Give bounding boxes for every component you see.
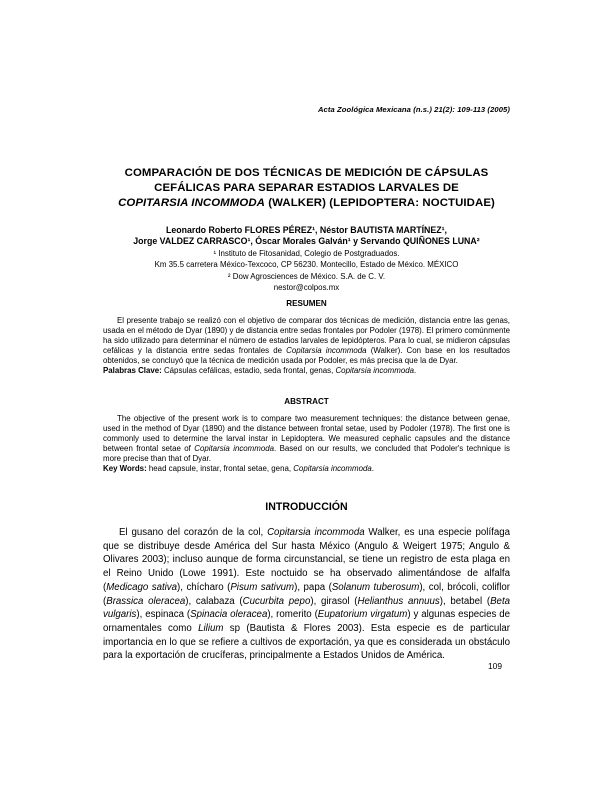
journal-running-head: Acta Zoológica Mexicana (n.s.) 21(2): 109-113 (2005) bbox=[317, 105, 510, 114]
page-number: 109 bbox=[488, 661, 502, 671]
abstract-section bbox=[103, 397, 510, 473]
resumen-section bbox=[103, 299, 510, 375]
resumen-keywords: Palabras Clave: Cápsulas cefálicas, estadio, seda frontal, genas, Copitarsia incommoda. bbox=[103, 365, 417, 375]
authors-line-1: Leonardo Roberto FLORES PÉREZ¹, Néstor BAUTISTA MARTÍNEZ¹, bbox=[165, 225, 447, 235]
abstract-body: The objective of the present work is to compare two measurement techniques: the distance between genae, used in the method of Dyar (1890) and the distance between frontal setae, used by Podoler (1978). The first one is commonly used to determine the larval instar in Lepidoptera. We measured cephalic capsules and the distance between frontal setae of Copitarsia incommoda. Based on our results, we concluded that Podoler's technique is more precise than that of Dyar. bbox=[103, 414, 510, 463]
article-title-line-3: COPITARSIA INCOMMODA (WALKER) (LEPIDOPTERA: NOCTUIDAE) bbox=[118, 197, 495, 210]
article-title-line-1: COMPARACIÓN DE DOS TÉCNICAS DE MEDICIÓN DE CÁPSULAS bbox=[124, 167, 489, 179]
resumen-body: El presente trabajo se realizó con el objetivo de comparar dos técnicas de medición, distancia entre las genas, usada en el método de Dyar (1890) y de distancia entre sedas frontales por Podoler (1978). El primero comúnmente ha sido utilizado para determinar el número de estadios larvales de lepidópteros. Para lo cual, se midieron cápsulas cefálicas y la distancia entre sedas frontales de Copitarsia incommoda (Walker). Con base en los resultados obtenidos, se concluyó que la técnica de medición usada por Podoler, es más precisa que la de Dyar. bbox=[103, 316, 510, 365]
authors-line-2: Jorge VALDEZ CARRASCO¹, Óscar Morales Galván¹ y Servando QUIÑONES LUNA² bbox=[133, 236, 480, 247]
abstract-heading: ABSTRACT bbox=[284, 397, 329, 406]
introduction-body: El gusano del corazón de la col, Copitarsia incommoda Walker, es una especie polífaga que se distribuye desde América del Sur hasta México (Angulo & Weigert 1975; Angulo & Olivares 2003); incluso aunque de forma circunstancial, se tiene un registro de esta plaga en el Reino Unido (Lowe 1991). Este noctuido se ha observado alimentándose de alfalfa (Medicago sativa), chícharo (Pisum sativum), papa (Solanum tuberosum), col, brócoli, coliflor (Brassica oleracea), calabaza (Cucurbita pepo), girasol (Helianthus annuus), betabel (Beta vulgaris), espinaca (Spinacia oleracea), romerito (Eupatorium virgatum) y algunas especies de ornamentales como Lilium sp (Bautista & Flores 2003). Esta especie es de particular importancia en lo que se refiere a cultivos de exportación, ya que es considerada un obstáculo para la exportación de crucíferas, principalmente a Estados Unidos de América. bbox=[103, 527, 511, 662]
article-title bbox=[88, 166, 525, 212]
contact-email: nestor@colpos.mx bbox=[273, 283, 340, 293]
affiliation-line-2: Km 35.5 carretera México-Texcoco, CP 56230. Montecillo, Estado de México. MÉXICO bbox=[154, 260, 459, 270]
affiliations-block bbox=[103, 248, 510, 294]
authors-block bbox=[103, 225, 510, 248]
article-title-line-2: CEFÁLICAS PARA SEPARAR ESTADIOS LARVALES DE bbox=[154, 182, 459, 195]
resumen-heading: RESUMEN bbox=[286, 299, 327, 308]
affiliation-line-3: ² Dow Agrosciences de México. S.A. de C. V. bbox=[227, 271, 386, 281]
introduction-heading: INTRODUCCIÓN bbox=[265, 501, 348, 513]
abstract-keywords: Key Words: head capsule, instar, frontal setae, gena, Copitarsia incommoda. bbox=[103, 463, 374, 473]
introduction-section bbox=[103, 501, 510, 663]
affiliation-line-1: ¹ Instituto de Fitosanidad, Colegio de Postgraduados. bbox=[213, 249, 400, 258]
